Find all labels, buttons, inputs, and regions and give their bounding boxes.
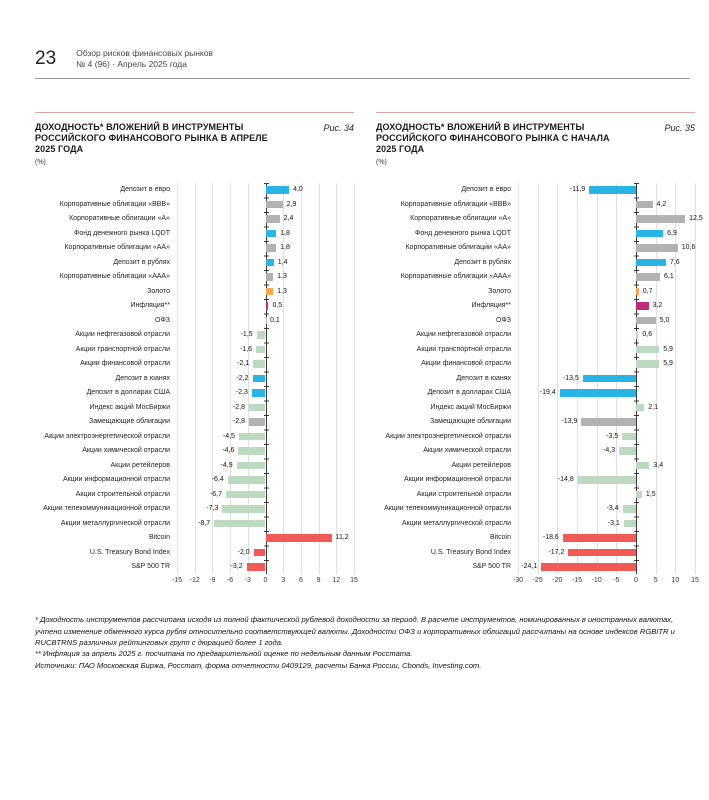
category-label: Корпоративные облигации «А»	[410, 215, 511, 223]
value-label: -4,6	[222, 447, 235, 455]
value-label: -2,1	[237, 360, 250, 368]
bar	[581, 418, 636, 426]
x-axis-tick-label: 0	[263, 577, 268, 585]
bar	[266, 288, 274, 296]
bar-row	[518, 313, 695, 328]
bar-row	[177, 531, 354, 546]
x-axis-tick-label: -5	[613, 577, 620, 585]
category-label: Депозит в юанях	[456, 374, 511, 382]
value-label: -3,2	[230, 563, 243, 571]
category-label: Акции информационной отрасли	[62, 476, 170, 484]
x-axis-tick-label: -20	[552, 577, 563, 585]
bar	[541, 563, 636, 571]
x-axis	[512, 576, 699, 588]
bar	[266, 215, 280, 223]
bar-row	[177, 357, 354, 372]
category-label: Bitcoin	[148, 534, 170, 542]
bar-row	[177, 197, 354, 212]
bar-row	[518, 444, 695, 459]
category-label: Акции металлургической отрасли	[401, 519, 511, 527]
value-label: 12,5	[689, 215, 703, 223]
bar	[266, 186, 290, 194]
bar-row	[518, 415, 695, 430]
bar	[636, 244, 678, 252]
bar	[636, 360, 659, 368]
value-label: -7,3	[206, 505, 219, 513]
bar-row	[518, 328, 695, 343]
bar-row	[518, 473, 695, 488]
figure-35-block	[376, 112, 703, 588]
value-label: 4,2	[656, 200, 667, 208]
x-axis-tick-label: 10	[671, 577, 680, 585]
x-axis-tick-label: 5	[653, 577, 658, 585]
category-label: Акции химической отрасли	[423, 447, 511, 455]
value-label: -3,4	[606, 505, 619, 513]
chart-title: ДОХОДНОСТЬ* ВЛОЖЕНИЙ В ИНСТРУМЕНТЫ РОССИЙСКОГО ФИНАНСОВОГО РЫНКА В АПРЕЛЕ 2025 ГОДА	[35, 121, 268, 155]
bar	[568, 549, 636, 557]
value-label: -13,9	[561, 418, 578, 426]
value-label: -17,2	[548, 548, 565, 556]
value-label: 6,9	[667, 229, 677, 237]
bar-row	[518, 371, 695, 386]
x-axis-tick-label: -25	[532, 577, 543, 585]
bar-row	[177, 458, 354, 473]
category-labels	[35, 183, 177, 589]
value-label: 6,1	[663, 273, 674, 281]
value-label: 2,4	[283, 215, 294, 223]
bar-row	[177, 487, 354, 502]
bar	[252, 389, 266, 397]
bar-row	[177, 241, 354, 256]
category-label: Золото	[488, 287, 511, 295]
x-axis-tick-label: 0	[634, 577, 638, 585]
bar	[636, 462, 649, 470]
bar-row	[177, 183, 354, 198]
category-label: Замещающие облигации	[430, 418, 511, 426]
bar-row	[177, 299, 354, 314]
bar	[578, 476, 636, 484]
bar-chart-ytd	[376, 183, 703, 589]
bar	[589, 186, 636, 194]
bar-row	[518, 284, 695, 299]
bar-row	[177, 444, 354, 459]
category-label: Акции ретейлеров	[451, 461, 511, 469]
bar-row	[177, 502, 354, 517]
bar	[257, 331, 266, 339]
x-axis-tick-label: 3	[281, 577, 286, 585]
category-label: Корпоративные облигации «АА»	[64, 244, 170, 252]
bar-row	[518, 386, 695, 401]
category-label: S&P 500 TR	[472, 563, 511, 571]
bar-row	[518, 531, 695, 546]
bar	[563, 534, 636, 542]
bar-row	[518, 197, 695, 212]
bar-row	[518, 487, 695, 502]
value-label: 10,6	[681, 244, 696, 252]
bar	[624, 520, 636, 528]
value-label: 0,5	[272, 302, 283, 310]
figure-header	[376, 122, 695, 156]
bar	[256, 346, 265, 354]
category-label: Корпоративные облигации «А»	[69, 215, 170, 223]
x-axis-tick-label: -3	[244, 577, 251, 585]
bar	[583, 375, 636, 383]
chart-unit: (%)	[376, 158, 387, 166]
bar-row	[177, 429, 354, 444]
bar-row	[177, 386, 354, 401]
category-label: Депозит в рублях	[113, 258, 170, 266]
category-label: Акции транспортной отрасли	[75, 345, 170, 353]
bar-chart-april	[35, 183, 358, 589]
value-label: 4,0	[293, 186, 303, 194]
bar	[222, 505, 265, 513]
figure-label: Рис. 34	[323, 122, 354, 133]
publication-issue: № 4 (96) · Апрель 2025 года	[76, 59, 187, 70]
bar-row	[177, 473, 354, 488]
category-label: Фонд денежного рынка LQDT	[74, 229, 170, 237]
bar-row	[177, 270, 354, 285]
value-label: -14,8	[557, 476, 574, 484]
plot-area	[512, 183, 703, 589]
x-axis	[171, 576, 358, 588]
value-label: -4,3	[603, 447, 616, 455]
publication-title: Обзор рисков финансовых рынков	[76, 48, 213, 58]
value-label: 11,2	[335, 534, 349, 542]
bar-row	[518, 516, 695, 531]
bar	[636, 230, 663, 238]
bar-row	[177, 328, 354, 343]
x-axis-tick-label: -6	[226, 577, 234, 585]
bar	[266, 244, 277, 252]
value-label: 0,6	[642, 331, 653, 339]
figure-top-rule	[35, 112, 354, 113]
value-label: 5,9	[663, 360, 673, 368]
value-label: 1,3	[277, 273, 287, 281]
publication-info	[76, 46, 213, 71]
figure-34-block	[35, 112, 358, 588]
x-axis-tick-label: 12	[332, 577, 341, 585]
bar-row	[518, 400, 695, 415]
bar	[636, 302, 649, 310]
bar	[636, 346, 659, 354]
figure-label: Рис. 35	[664, 122, 695, 133]
bar-row	[518, 255, 695, 270]
value-label: -6,4	[211, 476, 224, 484]
bar-row	[177, 415, 354, 430]
category-label: Корпоративные облигации «ВВВ»	[400, 200, 511, 208]
value-label: 0,1	[270, 316, 280, 324]
x-axis-tick-label: -15	[171, 577, 183, 585]
value-label: 3,4	[653, 461, 664, 469]
plot-rows	[518, 183, 703, 575]
category-label: S&P 500 TR	[131, 563, 170, 571]
bar-row	[518, 357, 695, 372]
category-label: Индекс акций МосБиржи	[89, 403, 170, 411]
bar	[228, 476, 266, 484]
category-label: Депозит в рублях	[454, 258, 511, 266]
category-label: Замещающие облигации	[89, 418, 170, 426]
value-label: 1,3	[277, 287, 287, 295]
category-labels	[376, 183, 518, 589]
bar	[266, 259, 274, 267]
bar-row	[177, 226, 354, 241]
value-label: 2,9	[286, 200, 297, 208]
category-label: Корпоративные облигации «ААА»	[400, 273, 511, 281]
category-label: Корпоративные облигации «АА»	[405, 244, 511, 252]
category-label: ОФЗ	[155, 316, 170, 324]
bar-row	[518, 502, 695, 517]
figure-top-rule	[376, 112, 695, 113]
value-label: 7,6	[669, 258, 680, 266]
category-label: Корпоративные облигации «ААА»	[59, 273, 170, 281]
bar	[253, 360, 265, 368]
category-label: Акции нефтегазовой отрасли	[75, 331, 170, 339]
category-label: Bitcoin	[489, 534, 511, 542]
value-label: -19,4	[539, 389, 556, 397]
value-label: 1,8	[280, 244, 290, 252]
value-label: -2,8	[232, 403, 245, 411]
value-label: 1,8	[280, 229, 290, 237]
category-label: Акции электроэнергетической отрасли	[44, 432, 170, 440]
value-label: 1,5	[645, 490, 656, 498]
value-label: -24,1	[521, 563, 538, 571]
category-label: Акции электроэнергетической отрасли	[385, 432, 511, 440]
category-label: Индекс акций МосБиржи	[430, 403, 511, 411]
value-label: 3,2	[652, 302, 663, 310]
x-axis-tick-label: -15	[571, 577, 583, 585]
bar-row	[518, 429, 695, 444]
footnotes	[35, 614, 695, 671]
category-label: Акции ретейлеров	[110, 461, 170, 469]
value-label: -1,6	[240, 345, 253, 353]
bar	[623, 505, 636, 513]
value-label: -2,3	[235, 389, 248, 397]
bar-row	[177, 516, 354, 531]
value-label: -4,5	[222, 432, 235, 440]
bar-row	[177, 371, 354, 386]
bar	[266, 273, 274, 281]
bar	[249, 404, 266, 412]
value-label: -1,5	[240, 331, 253, 339]
category-label: Акции финансовой отрасли	[80, 360, 170, 368]
category-label: Акции строительной отрасли	[416, 490, 511, 498]
bar	[254, 549, 266, 557]
x-axis-tick-label: 9	[316, 577, 321, 585]
bar	[636, 273, 660, 281]
bar	[237, 462, 266, 470]
bar-row	[177, 342, 354, 357]
category-label: ОФЗ	[496, 316, 511, 324]
bar	[249, 418, 266, 426]
chart-title: ДОХОДНОСТЬ* ВЛОЖЕНИЙ В ИНСТРУМЕНТЫ РОССИЙСКОГО ФИНАНСОВОГО РЫНКА С НАЧАЛА 2025 ГОДА	[376, 121, 610, 155]
bar	[266, 230, 277, 238]
x-axis-tick-label: 15	[691, 577, 699, 585]
bar-row	[177, 560, 354, 575]
bar	[622, 433, 636, 441]
bar	[239, 433, 266, 441]
value-label: -18,6	[542, 534, 559, 542]
bar-row	[518, 299, 695, 314]
bar	[636, 215, 685, 223]
value-label: -8,7	[198, 519, 211, 527]
bar	[226, 491, 266, 499]
value-label: -3,5	[606, 432, 619, 440]
category-label: U.S. Treasury Bond Index	[89, 548, 170, 556]
bar-row	[518, 241, 695, 256]
bar-row	[518, 545, 695, 560]
page-number: 23	[35, 48, 57, 69]
x-axis-tick-label: -12	[189, 577, 200, 585]
value-label: -2,2	[236, 374, 249, 382]
category-label: U.S. Treasury Bond Index	[430, 548, 511, 556]
bar-row	[518, 226, 695, 241]
gridline	[354, 183, 355, 575]
category-label: Акции металлургической отрасли	[60, 519, 170, 527]
value-label: 0,7	[642, 287, 653, 295]
bar-row	[518, 183, 695, 198]
value-label: -3,1	[607, 519, 620, 527]
category-label: Депозит в евро	[461, 186, 511, 194]
bar-row	[177, 255, 354, 270]
bar	[619, 447, 636, 455]
bar-row	[177, 313, 354, 328]
bar-row	[518, 212, 703, 227]
bar-row	[518, 458, 695, 473]
category-label: Инфляция**	[130, 302, 170, 310]
category-label: Акции химической отрасли	[82, 447, 170, 455]
bar-row	[518, 560, 695, 575]
category-label: Акции телекоммуникационной отрасли	[43, 505, 170, 513]
bar	[253, 375, 266, 383]
category-label: Депозит в юанях	[115, 374, 170, 382]
category-label: Акции строительной отрасли	[75, 490, 170, 498]
value-label: -13,5	[562, 374, 579, 382]
x-axis-tick-label: -30	[512, 577, 524, 585]
category-label: Акции транспортной отрасли	[416, 345, 511, 353]
x-axis-tick-label: 6	[298, 577, 303, 585]
header-divider	[35, 78, 690, 79]
category-label: Депозит в долларах США	[427, 389, 511, 397]
bar	[214, 520, 265, 528]
charts-grid	[35, 112, 703, 588]
bar	[266, 534, 332, 542]
value-label: 1,4	[277, 258, 288, 266]
bar-row	[177, 545, 354, 560]
category-label: Инфляция**	[471, 302, 511, 310]
category-label: Корпоративные облигации «ВВВ»	[59, 200, 170, 208]
bar	[636, 201, 653, 209]
x-axis-tick-label: -9	[209, 577, 216, 585]
footnote-methodology: * Доходность инструментов рассчитана исходя из полной фактической рублевой доходности за период. В расчете инструментов, номинированных в иностранных валютах, учтено изменение обменного курса рубля относительно соответствующей валюты. Доходности ОФЗ и корпоративных облигаций рассчитаны на основе индексов RGBITR и RUCBTRNS различных рейтинговых групп с дюрацией более 1 года.	[35, 615, 675, 647]
bar	[560, 389, 636, 397]
value-label: -11,9	[569, 186, 586, 194]
plot-area	[171, 183, 358, 589]
value-label: -2,0	[237, 548, 250, 556]
bar	[636, 317, 656, 325]
plot-rows	[177, 183, 354, 575]
bar	[247, 563, 266, 571]
category-label: Золото	[147, 287, 170, 295]
footnote-inflation: ** Инфляция за апрель 2025 г. посчитана по предварительной оценке по недельным данным Росстата.	[35, 649, 413, 659]
chart-unit: (%)	[35, 158, 46, 166]
bar-row	[518, 270, 695, 285]
bar-row	[177, 212, 354, 227]
x-axis-tick-label: 15	[350, 577, 358, 585]
bar	[266, 201, 283, 209]
category-label: Депозит в евро	[120, 186, 170, 194]
bar-row	[518, 342, 695, 357]
value-label: 2,1	[648, 403, 658, 411]
category-label: Акции финансовой отрасли	[421, 360, 511, 368]
bar	[238, 447, 265, 455]
bar-row	[177, 284, 354, 299]
value-label: -2,8	[232, 418, 245, 426]
value-label: -4,9	[220, 461, 233, 469]
category-label: Акции нефтегазовой отрасли	[416, 331, 511, 339]
category-label: Фонд денежного рынка LQDT	[415, 229, 511, 237]
footnote-sources: Источники: ПАО Московская Биржа, Росстат, форма отчетности 0409129, расчеты Банка России, Cbonds, Investing.com.	[35, 660, 482, 670]
figure-header	[35, 122, 354, 156]
value-label: 5,9	[663, 345, 673, 353]
x-axis-tick-label: -10	[591, 577, 602, 585]
bar	[636, 404, 644, 412]
page-header	[35, 46, 690, 71]
category-label: Акции телекоммуникационной отрасли	[384, 505, 511, 513]
bar-row	[177, 400, 354, 415]
value-label: 5,0	[659, 316, 670, 324]
value-label: -6,7	[209, 490, 222, 498]
category-label: Акции информационной отрасли	[403, 476, 511, 484]
category-label: Депозит в долларах США	[86, 389, 170, 397]
bar	[636, 259, 666, 267]
